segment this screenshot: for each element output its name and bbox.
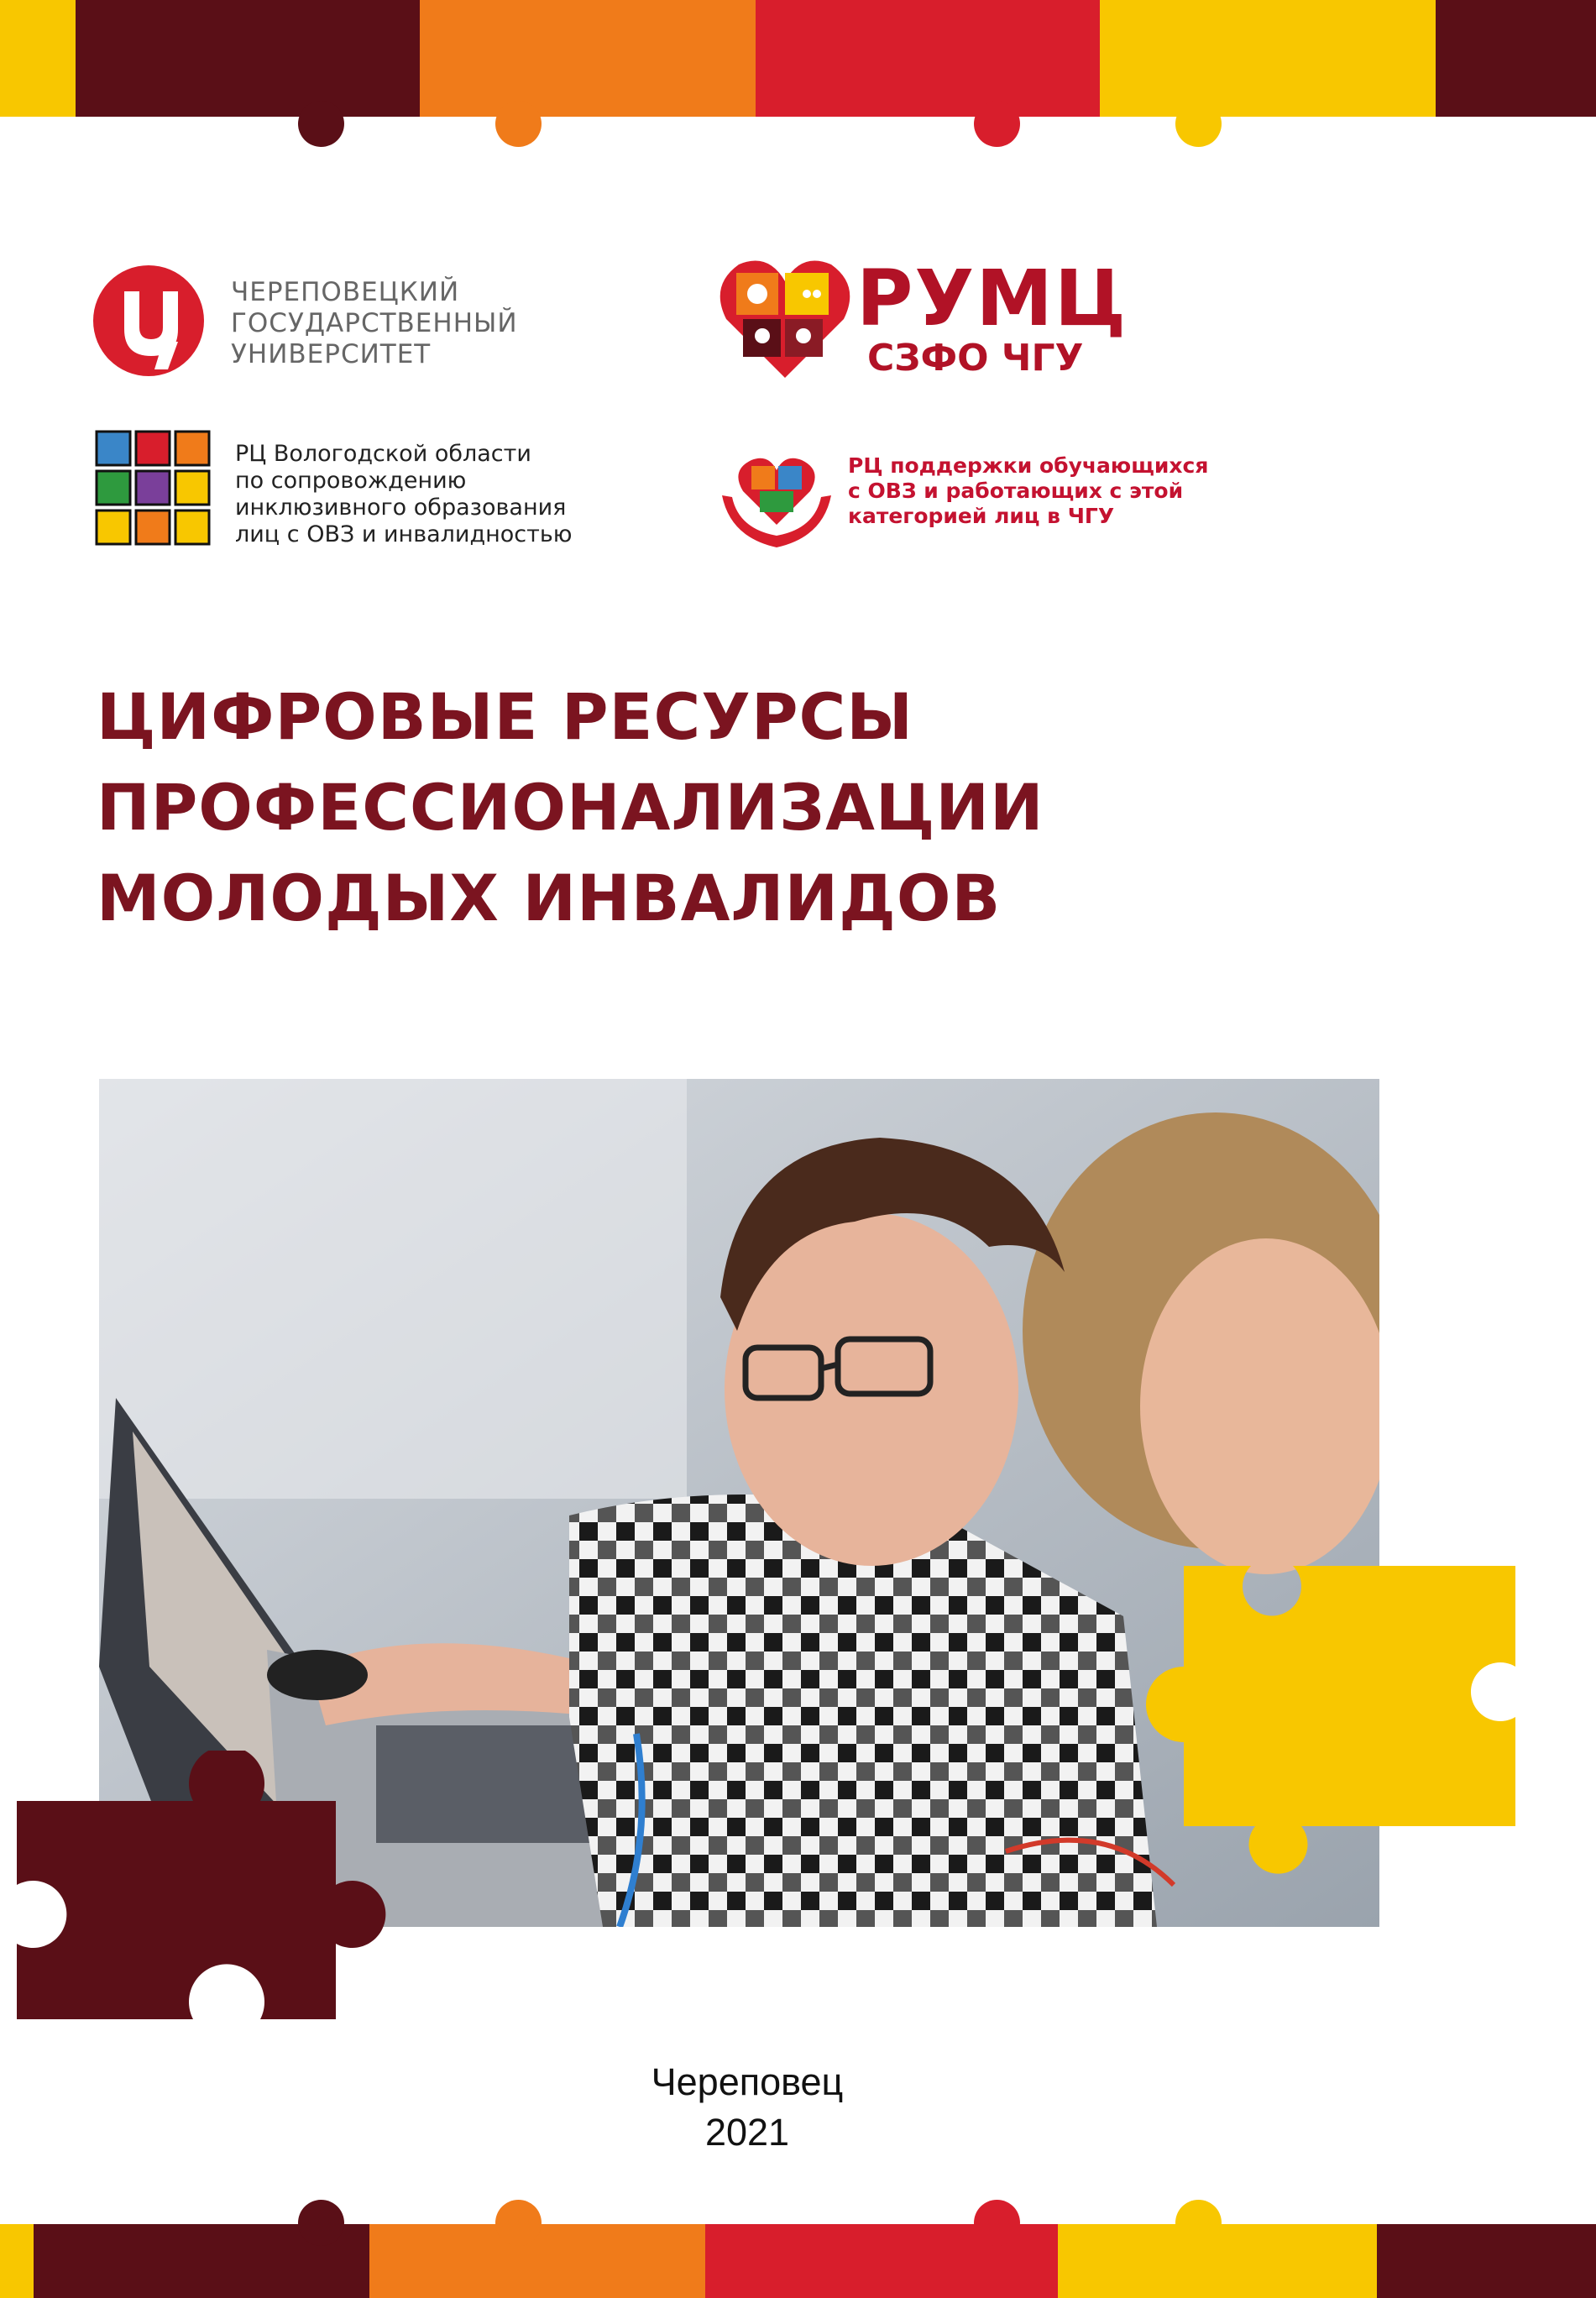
university-name-line: УНИВЕРСИТЕТ bbox=[231, 339, 432, 369]
puzzle-heart-icon bbox=[718, 252, 852, 382]
title-line: ПРОФЕССИОНАЛИЗАЦИИ bbox=[97, 770, 1044, 845]
dark-red-puzzle-piece bbox=[0, 1751, 395, 2086]
publication-city: Череповец bbox=[651, 2060, 844, 2103]
support-center-line: с ОВЗ и работающих с этой bbox=[848, 479, 1184, 503]
title-line: МОЛОДЫХ ИНВАЛИДОВ bbox=[97, 861, 1002, 935]
regional-center-line: по сопровождению bbox=[235, 468, 467, 494]
rumc-title: РУМЦ bbox=[856, 254, 1128, 343]
title-line: ЦИФРОВЫЕ РЕСУРСЫ bbox=[97, 679, 914, 754]
support-center-line: РЦ поддержки обучающихся bbox=[848, 453, 1209, 478]
regional-center-line: лиц с ОВЗ и инвалидностью bbox=[235, 521, 573, 547]
regional-center-line: инклюзивного образования bbox=[235, 495, 567, 521]
regional-center-name bbox=[235, 441, 573, 548]
accessibility-grid-icon bbox=[95, 430, 212, 547]
publication-info bbox=[621, 2057, 873, 2158]
document-title bbox=[97, 672, 1314, 944]
support-center-line: категорией лиц в ЧГУ bbox=[848, 504, 1115, 528]
support-center-name bbox=[848, 453, 1208, 529]
regional-center-line: РЦ Вологодской области bbox=[235, 441, 531, 467]
publication-year: 2021 bbox=[704, 2111, 790, 2154]
rumc-subtitle: СЗФО ЧГУ bbox=[867, 337, 1084, 380]
yellow-puzzle-piece bbox=[1125, 1557, 1520, 1893]
university-name-line: ЧЕРЕПОВЕЦКИЙ bbox=[231, 277, 460, 307]
hands-heart-icon bbox=[714, 445, 840, 554]
university-name bbox=[231, 277, 518, 370]
university-name-line: ГОСУДАРСТВЕННЫЙ bbox=[231, 308, 518, 338]
university-u-icon bbox=[91, 262, 207, 380]
